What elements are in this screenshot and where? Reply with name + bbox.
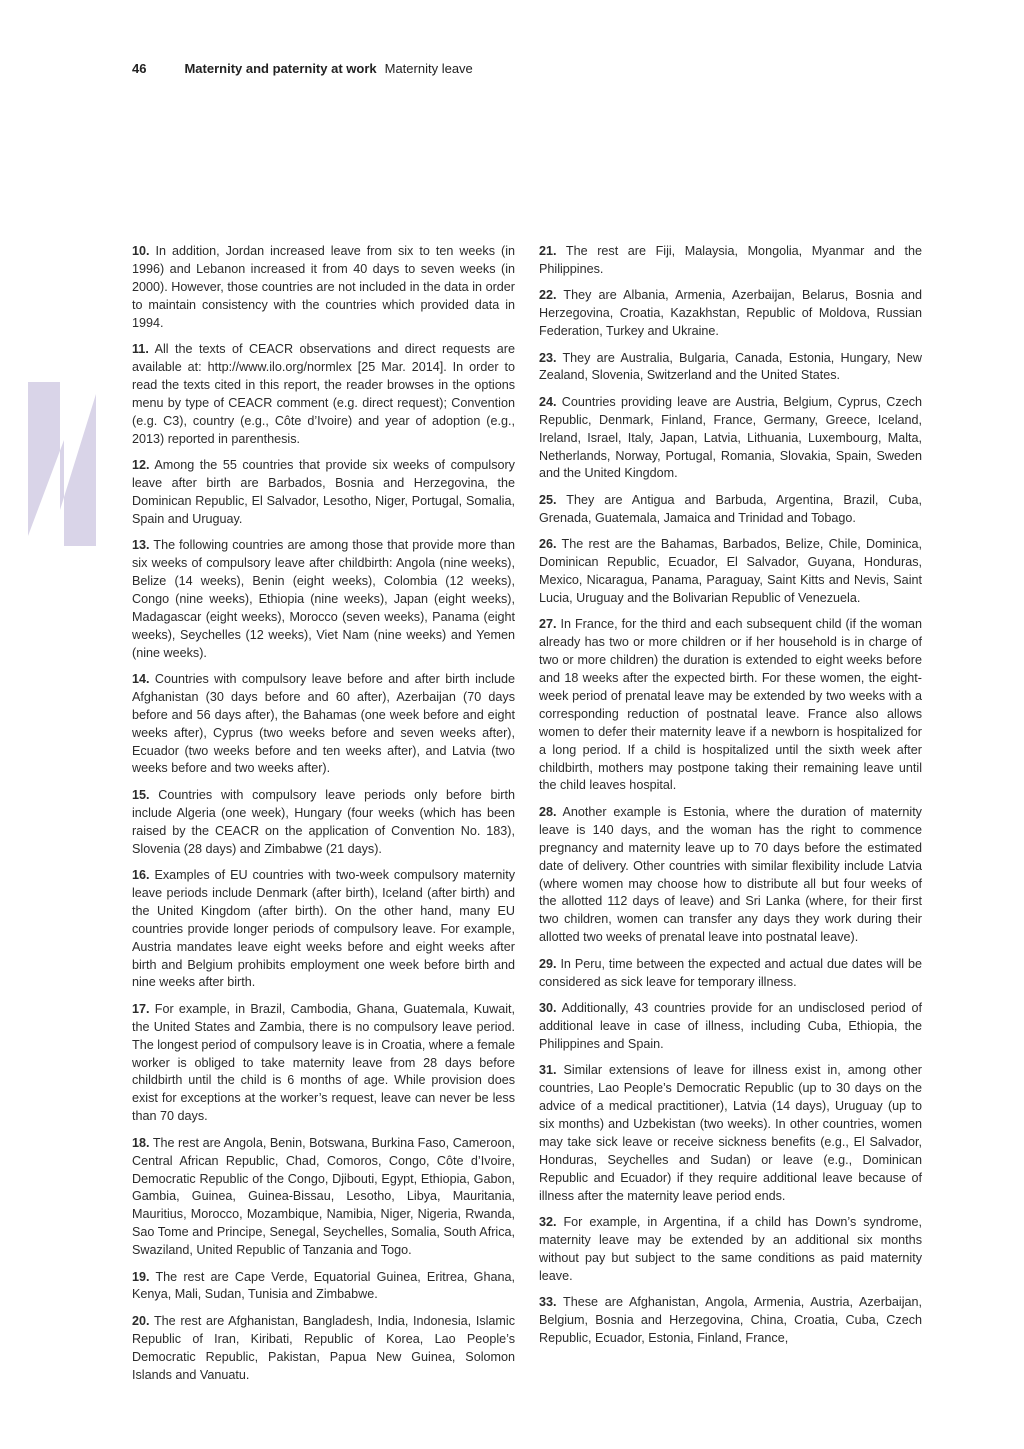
footnote-text: They are Albania, Armenia, Azerbaijan, Belarus, Bosnia and Herzegovina, Croatia, Kazakhstan, Republic of Moldova, Russian Federation, Turkey and Ukraine. xyxy=(539,288,922,339)
footnote-text: Another example is Estonia, where the duration of maternity leave is 140 days, and the woman has the right to commence pregnancy and maternity leave up to 70 days before the estimated date of delivery. Other countries with similar flexibility include Latvia (where women may choose how to distribute all but four weeks of the allotted 112 days of leave) and Sri Lanka (where, for their first two children, women can transfer any days they work during their allotted two weeks of prenatal leave into postnatal leave). xyxy=(539,804,922,945)
footnote-text: The following countries are among those that provide more than six weeks of compulsory leave after childbirth: Angola (nine weeks), Belize (14 weeks), Benin (eight weeks), Colombia (12 weeks), Congo (nine weeks), Ethiopia (nine weeks), Japan (eight weeks), Madagascar (eight weeks), Morocco (seven weeks), Panama (eight weeks), Seychelles (12 weeks), Viet Nam (nine weeks) and Yemen (nine weeks). xyxy=(132,538,515,660)
footnote-text: Additionally, 43 countries provide for an undisclosed period of additional leave in case of illness, including Cuba, Ethiopia, the Philippines and Spain. xyxy=(539,1000,922,1051)
page-number: 46 xyxy=(132,61,147,76)
footnote-text: For example, in Argentina, if a child has Down’s syndrome, maternity leave may be extended by an additional six months without pay but subject to the same conditions as paid maternity leave. xyxy=(539,1214,922,1283)
footnote xyxy=(539,616,922,795)
footnote-text: The rest are Fiji, Malaysia, Mongolia, Myanmar and the Philippines. xyxy=(539,244,922,276)
footnote xyxy=(539,350,922,386)
footnote-number: 30. xyxy=(539,1000,557,1015)
footnote-text: Countries providing leave are Austria, Belgium, Cyprus, Czech Republic, Denmark, Finland, France, Germany, Greece, Iceland, Ireland, Israel, Italy, Japan, Latvia, Lithuania, Luxembourg, Malta, Netherlands, Norway, Portugal, Romania, Slovakia, Spain, Sweden and the United Kingdom. xyxy=(539,394,923,481)
footnote-number: 21. xyxy=(539,244,557,258)
footnote-text: In Peru, time between the expected and actual due dates will be considered as sick leave for temporary illness. xyxy=(539,956,923,989)
footnote-text: Examples of EU countries with two-week compulsory maternity leave periods include Denmark (after birth), Iceland (after birth) and the United Kingdom (after birth). On the other hand, many EU countries provide longer periods of compulsory leave. For example, Austria mandates leave eight weeks before and eight weeks after birth and Belgium prohibits employment one week before birth and nine weeks after birth. xyxy=(132,868,516,990)
footnote-text: The rest are Afghanistan, Bangladesh, India, Indonesia, Islamic Republic of Iran, Kiribati, Republic of Korea, Lao People’s Democratic Republic, Pakistan, Papua New Guinea, Solomon Islands and Vanuatu. xyxy=(132,1313,515,1382)
footnote-text: Countries with compulsory leave before and after birth include Afghanistan (30 days before and 60 after), Azerbaijan (70 days before and 56 days after), the Bahamas (one week before and eight weeks after), Cyprus (two weeks before and seven weeks after), Ecuador (two weeks before and ten weeks after), and Latvia (two weeks before and two weeks after). xyxy=(132,671,515,776)
footnote-number: 28. xyxy=(539,804,557,819)
footnote xyxy=(132,1001,515,1126)
footnote-number: 29. xyxy=(539,956,557,971)
footnote-text: In France, for the third and each subsequent child (if the woman already has two or more children or if her household is in charge of two or more children) the duration is extended to eight weeks before and 18 weeks after the expected birth. For these women, the eight-week period of prenatal leave may be extended by two weeks with a corresponding reduction of postnatal leave. France also allows women to defer their maternity leave if a newborn is hospitalized for a long period. If a child is hospitalized until the sixth week after childbirth, mothers may postpone taking their remaining leave until the child leaves hospital. xyxy=(539,617,923,793)
footnote-text: Among the 55 countries that provide six weeks of compulsory leave after birth are Barbados, Bosnia and Herzegovina, the Dominican Republic, El Salvador, Lesotho, Niger, Portugal, Somalia, Spain and Uruguay. xyxy=(132,457,515,526)
footnote xyxy=(132,1313,515,1385)
footnote xyxy=(539,492,922,528)
footnote xyxy=(132,867,515,992)
footnote xyxy=(539,536,922,608)
section-name: Maternity leave xyxy=(384,61,473,76)
footnote-number: 16. xyxy=(132,868,150,882)
footnote-text: They are Antigua and Barbuda, Argentina, Brazil, Cuba, Grenada, Guatemala, Jamaica and Trinidad and Tobago. xyxy=(539,492,922,525)
footnote-number: 10. xyxy=(132,244,150,258)
footnote-number: 26. xyxy=(539,537,557,552)
footnote-number: 25. xyxy=(539,492,557,507)
footnote xyxy=(132,671,515,778)
footnote xyxy=(539,804,922,947)
footnote-number: 24. xyxy=(539,394,557,409)
footnote-text: Similar extensions of leave for illness exist in, among other countries, Lao People’s Democratic Republic (up to 30 days on the advice of a medical practitioner), Latvia (14 days), Uruguay (up to six months) and Uzbekistan (two weeks). In other countries, women may take sick leave or receive sickness benefits (e.g., El Salvador, Honduras, Seychelles and Sudan) or leave (e.g., Dominican Republic and Ecuador) if they require additional leave because of illness after the maternity leave period ends. xyxy=(539,1063,923,1203)
footnote-number: 22. xyxy=(539,288,557,303)
footnote-number: 32. xyxy=(539,1214,557,1229)
footnote-text: They are Australia, Bulgaria, Canada, Estonia, Hungary, New Zealand, Slovenia, Switzerland and the United States. xyxy=(539,350,922,383)
footnote-number: 12. xyxy=(132,457,150,472)
footnote-number: 13. xyxy=(132,538,150,553)
footnote xyxy=(539,394,922,484)
footnote-number: 17. xyxy=(132,1001,150,1016)
footnote-number: 27. xyxy=(539,617,557,632)
chapter-number-mark xyxy=(24,378,100,550)
footnote xyxy=(539,1294,922,1348)
footnote-text: For example, in Brazil, Cambodia, Ghana, Guatemala, Kuwait, the United States and Zambia, there is no compulsory leave period. The longest period of compulsory leave is in Croatia, where a female worker is obliged to take maternity leave from 28 days before childbirth until the child is 6 months of age. While provision does exist for exceptions at the worker’s request, leave can never be less than 70 days. xyxy=(132,1001,516,1124)
footnote xyxy=(132,537,515,662)
footnote xyxy=(132,1269,515,1305)
footnotes-right-column xyxy=(539,243,922,1356)
footnote xyxy=(539,1000,922,1054)
footnote-text: All the texts of CEACR observations and direct requests are available at: http://www.ilo.org/normlex [25 Mar. 2014]. In order to read the texts cited in this report, the reader browses in the options menu by type of CEACR comment (e.g. direct request); Convention (e.g. C3), country (e.g., Côte d’Ivoire) and year of adoption (e.g., 2013) reported in parenthesis. xyxy=(132,342,515,446)
footnotes-left-column xyxy=(132,243,515,1393)
footnote-text: The rest are the Bahamas, Barbados, Belize, Chile, Dominica, Dominican Republic, Ecuador, El Salvador, Guyana, Honduras, Mexico, Nicaragua, Panama, Paraguay, Saint Kitts and Nevis, Saint Lucia, Uruguay and the Bolivarian Republic of Venezuela. xyxy=(539,537,922,605)
footnote-text: In addition, Jordan increased leave from six to ten weeks (in 1996) and Lebanon increased it from 40 days to seven weeks (in 2000). However, those countries are not included in the data in order to maintain consistency with the countries which provided data in 1994. xyxy=(132,244,516,330)
footnote-number: 33. xyxy=(539,1295,557,1310)
footnote xyxy=(539,243,922,279)
footnote xyxy=(539,956,922,992)
footnote xyxy=(539,1062,922,1205)
book-title: Maternity and paternity at work xyxy=(184,61,377,76)
footnote xyxy=(539,287,922,341)
footnote xyxy=(539,1214,922,1286)
footnote-number: 31. xyxy=(539,1063,557,1078)
footnote-text: Countries with compulsory leave periods only before birth include Algeria (one week), Hungary (four weeks (which has been raised by the CEACR on the application of Convention No. 183), Slovenia (28 days) and Zimbabwe (21 days). xyxy=(132,787,515,856)
footnote-number: 15. xyxy=(132,787,150,802)
footnote-number: 19. xyxy=(132,1269,150,1284)
footnote-number: 18. xyxy=(132,1135,150,1150)
running-header xyxy=(132,61,473,76)
footnote xyxy=(132,341,515,448)
footnote-text: The rest are Cape Verde, Equatorial Guinea, Eritrea, Ghana, Kenya, Mali, Sudan, Tunisia and Zimbabwe. xyxy=(132,1269,515,1302)
footnote xyxy=(132,243,515,333)
footnote-number: 14. xyxy=(132,671,150,686)
footnote-number: 23. xyxy=(539,350,557,365)
footnote xyxy=(132,787,515,859)
footnote xyxy=(132,1135,515,1260)
footnote-text: These are Afghanistan, Angola, Armenia, Austria, Azerbaijan, Belgium, Bosnia and Herzegovina, China, Croatia, Cuba, Czech Republic, Ecuador, Estonia, Finland, France, xyxy=(539,1295,922,1345)
footnote-text: The rest are Angola, Benin, Botswana, Burkina Faso, Cameroon, Central African Republic, Chad, Comoros, Congo, Côte d’Ivoire, Democratic Republic of the Congo, Djibouti, Egypt, Ethiopia, Gabon, Gambia, Guinea, Guinea-Bissau, Lesotho, Libya, Mauritania, Mauritius, Morocco, Mozambique, Namibia, Niger, Nigeria, Rwanda, Sao Tome and Principe, Senegal, Seychelles, Somalia, South Africa, Swaziland, United Republic of Tanzania and Togo. xyxy=(132,1135,515,1258)
footnote-number: 11. xyxy=(132,342,149,357)
footnote xyxy=(132,457,515,529)
footnote-number: 20. xyxy=(132,1313,150,1328)
